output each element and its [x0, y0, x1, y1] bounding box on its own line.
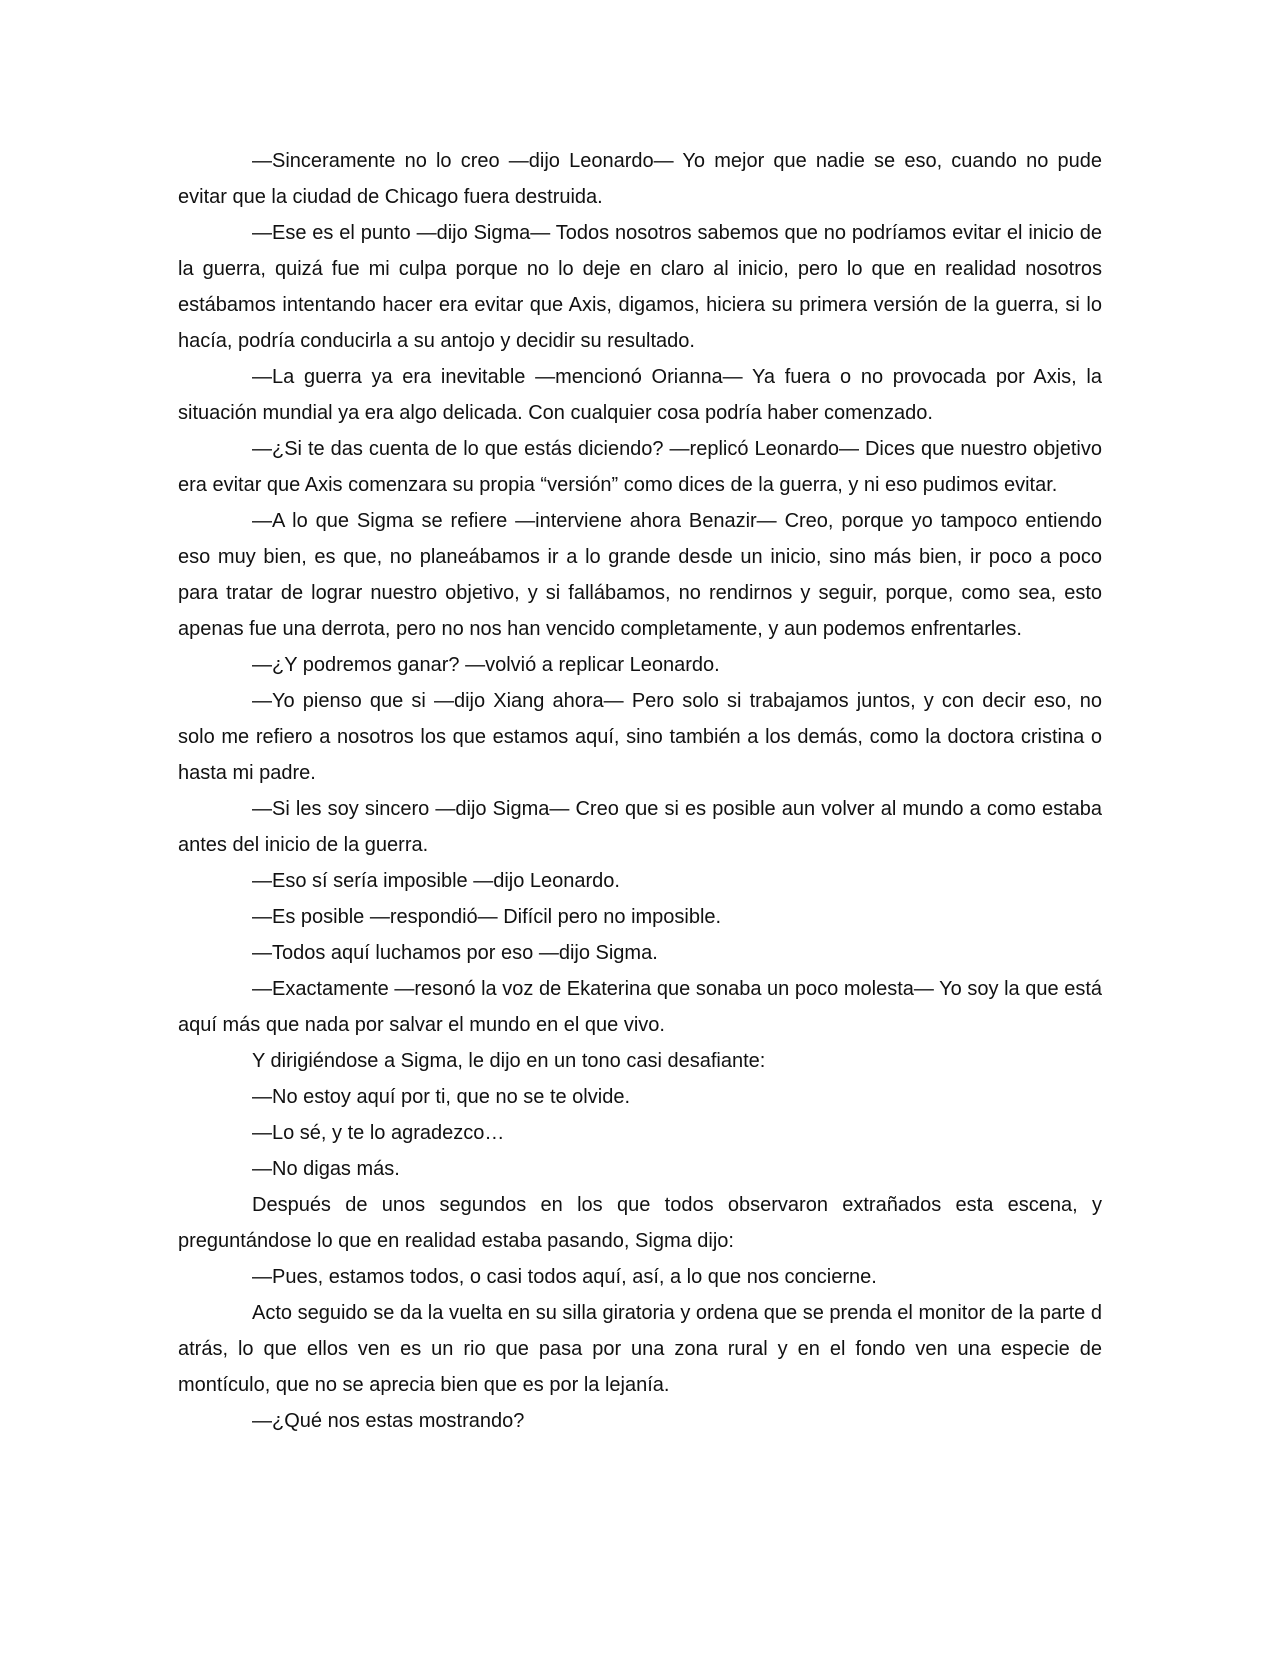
paragraph: —A lo que Sigma se refiere —interviene ahora Benazir— Creo, porque yo tampoco entiendo eso muy bien, es que, no planeábamos ir a lo grande desde un inicio, sino más bien, ir poco a poco para tratar de lograr nuestro objetivo, y si fallábamos, no rendirnos y seguir, porque, como sea, esto apenas fue una derrota, pero no nos han vencido completamente, y aun podemos enfrentarles. — [178, 510, 1102, 640]
paragraph: —Todos aquí luchamos por eso —dijo Sigma. — [252, 942, 658, 964]
paragraph: —Sinceramente no lo creo —dijo Leonardo— Yo mejor que nadie se eso, cuando no pude evitar que la ciudad de Chicago fuera destruida. — [178, 150, 1102, 208]
document-body — [178, 143, 1102, 1439]
paragraph: —Es posible —respondió— Difícil pero no imposible. — [252, 906, 722, 928]
paragraph: Y dirigiéndose a Sigma, le dijo en un tono casi desafiante: — [252, 1050, 766, 1072]
paragraph: —Exactamente —resonó la voz de Ekaterina que sonaba un poco molesta— Yo soy la que está aquí más que nada por salvar el mundo en el que vivo. — [178, 978, 1102, 1036]
paragraph: —Pues, estamos todos, o casi todos aquí, así, a lo que nos concierne. — [252, 1266, 877, 1288]
paragraph: —Si les soy sincero —dijo Sigma— Creo que si es posible aun volver al mundo a como estaba antes del inicio de la guerra. — [178, 798, 1102, 856]
paragraph: Acto seguido se da la vuelta en su silla giratoria y ordena que se prenda el monitor de la parte d atrás, lo que ellos ven es un rio que pasa por una zona rural y en el fondo ven una especie de montículo, que no se aprecia bien que es por la lejanía. — [178, 1302, 1102, 1396]
paragraph: —¿Si te das cuenta de lo que estás diciendo? —replicó Leonardo— Dices que nuestro objetivo era evitar que Axis comenzara su propia “versión” como dices de la guerra, y ni eso pudimos evitar. — [178, 438, 1102, 496]
paragraph: —No digas más. — [252, 1158, 400, 1180]
paragraph: —Yo pienso que si —dijo Xiang ahora— Pero solo si trabajamos juntos, y con decir eso, no solo me refiero a nosotros los que estamos aquí, sino también a los demás, como la doctora cristina o hasta mi padre. — [178, 690, 1102, 784]
paragraph: Después de unos segundos en los que todos observaron extrañados esta escena, y preguntándose lo que en realidad estaba pasando, Sigma dijo: — [178, 1194, 1102, 1252]
paragraph: —No estoy aquí por ti, que no se te olvide. — [252, 1086, 630, 1108]
paragraph: —¿Y podremos ganar? —volvió a replicar Leonardo. — [252, 654, 720, 676]
paragraph: —La guerra ya era inevitable —mencionó Orianna— Ya fuera o no provocada por Axis, la situación mundial ya era algo delicada. Con cualquier cosa podría haber comenzado. — [178, 366, 1102, 424]
paragraph: —Eso sí sería imposible —dijo Leonardo. — [252, 870, 620, 892]
paragraph: —Lo sé, y te lo agradezco… — [252, 1122, 505, 1144]
paragraph: —Ese es el punto —dijo Sigma— Todos nosotros sabemos que no podríamos evitar el inicio de la guerra, quizá fue mi culpa porque no lo deje en claro al inicio, pero lo que en realidad nosotros estábamos intentando hacer era evitar que Axis, digamos, hiciera su primera versión de la guerra, si lo hacía, podría conducirla a su antojo y decidir su resultado. — [178, 222, 1102, 352]
paragraph: —¿Qué nos estas mostrando? — [252, 1410, 525, 1432]
